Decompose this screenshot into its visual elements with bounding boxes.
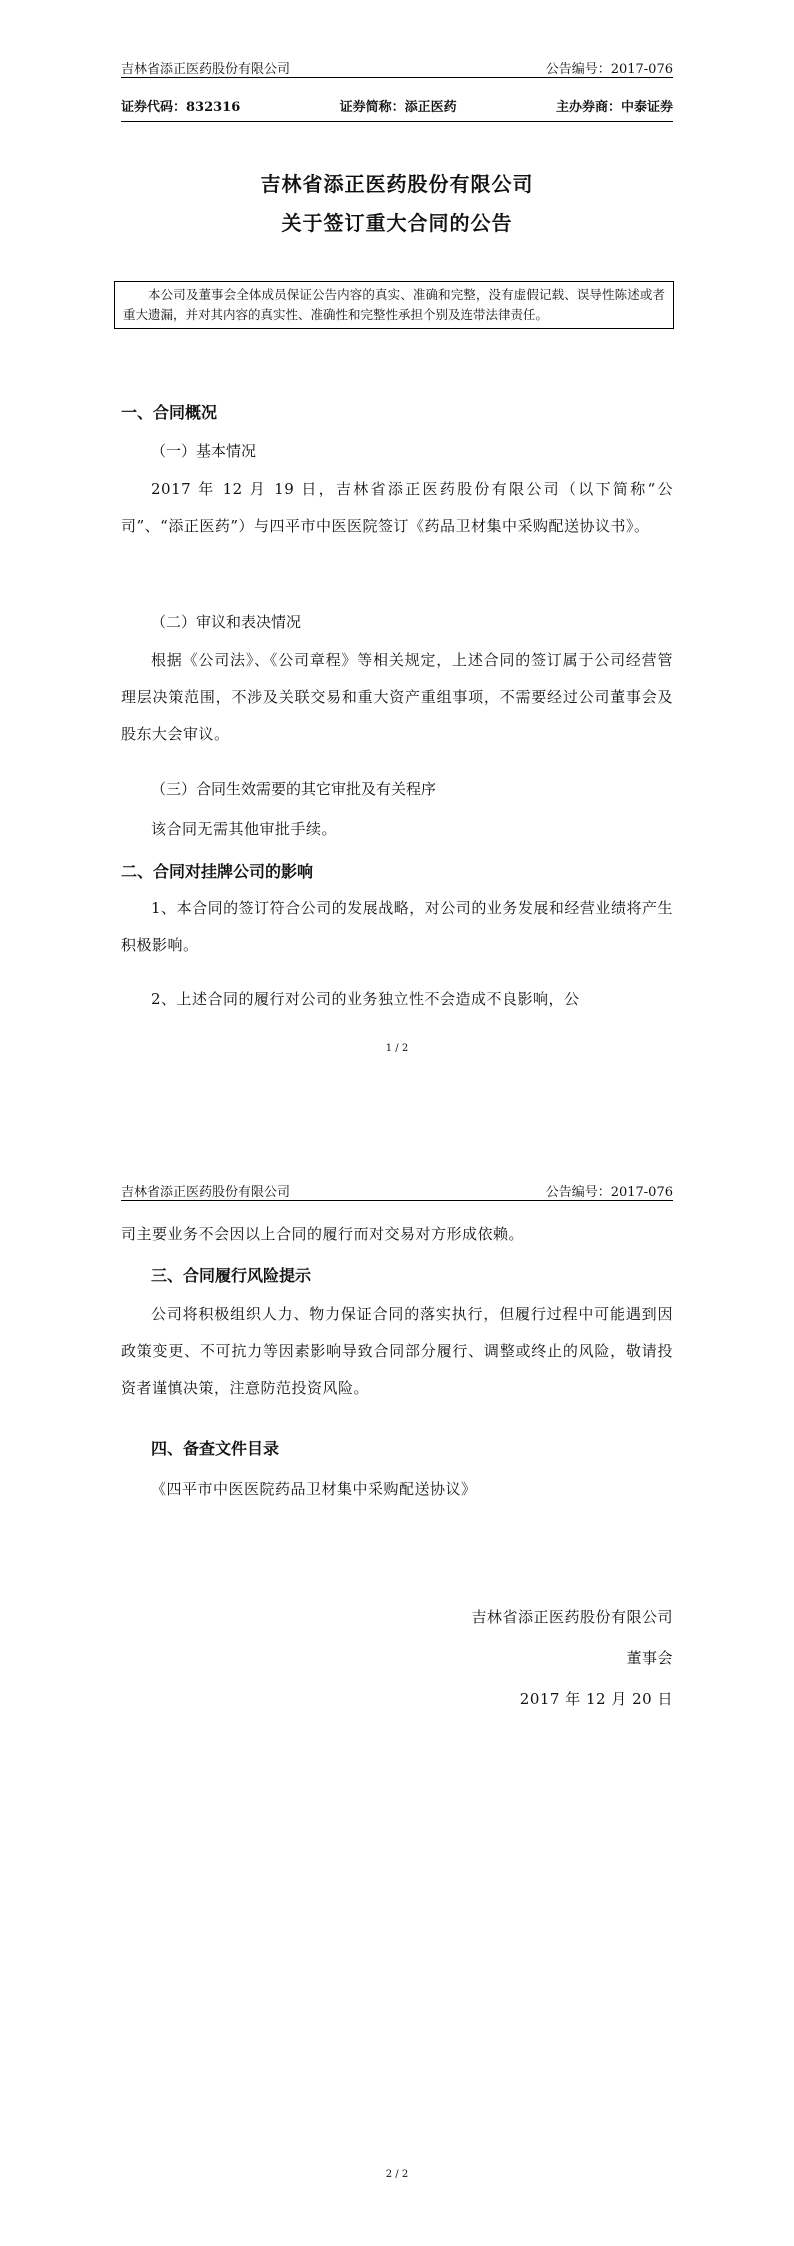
- signature-board: 董事会: [626, 1649, 673, 1667]
- section-2-para-1: 1、本合同的签订符合公司的发展战略，对公司的业务发展和经营业绩将产生积极影响。: [121, 899, 673, 954]
- section-3-heading: 三、合同履行风险提示: [151, 1266, 312, 1285]
- page-2: [0, 1123, 794, 2246]
- header-announcement-no: 公告编号：2017-076: [545, 1185, 673, 1200]
- header-divider: [121, 77, 673, 78]
- section-1-heading: 一、合同概况: [121, 403, 218, 422]
- page-header-2: [121, 1181, 673, 1200]
- disclaimer-box: 本公司及董事会全体成员保证公告内容的真实、准确和完整，没有虚假记载、误导性陈述或者重大遗漏，并对其内容的真实性、准确性和完整性承担个别及连带法律责任。: [114, 281, 674, 329]
- section-1-sub-1: （一）基本情况: [151, 442, 257, 460]
- header-company: 吉林省添正医药股份有限公司: [121, 62, 291, 77]
- title-line-1: 吉林省添正医药股份有限公司: [260, 172, 534, 196]
- header-announcement-no: 公告编号：2017-076: [545, 62, 673, 77]
- signature-company: 吉林省添正医药股份有限公司: [471, 1608, 673, 1626]
- section-1-para-3: 该合同无需其他审批手续。: [151, 820, 338, 838]
- page-number-2: 2 / 2: [385, 2169, 409, 2180]
- section-2-para-2-part-2: 司主要业务不会因以上合同的履行而对交易对方形成依赖。: [121, 1225, 525, 1243]
- page-number-1: 1 / 2: [385, 1043, 409, 1054]
- section-3-para: 公司将积极组织人力、物力保证合同的落实执行，但履行过程中可能遇到因政策变更、不可抗力等因素影响导致合同部分履行、调整或终止的风险，敬请投资者谨慎决策，注意防范投资风险。: [121, 1305, 673, 1397]
- header-divider-2: [121, 1200, 673, 1201]
- section-1-para-2: 根据《公司法》、《公司章程》等相关规定，上述合同的签订属于公司经营管理层决策范围，不涉及关联交易和重大资产重组事项，不需要经过公司董事会及股东大会审议。: [121, 651, 673, 743]
- header-company: 吉林省添正医药股份有限公司: [121, 1185, 291, 1200]
- section-4-item: 《四平市中医医院药品卫材集中采购配送协议》: [151, 1480, 477, 1498]
- security-short-name: 证券简称：添正医药: [339, 100, 457, 115]
- security-divider: [121, 121, 673, 122]
- title-line-2: 关于签订重大合同的公告: [281, 211, 513, 235]
- security-code: 证券代码：832316: [121, 100, 241, 115]
- section-2-heading: 二、合同对挂牌公司的影响: [121, 862, 314, 881]
- section-2-para-2-part-1: 2、上述合同的履行对公司的业务独立性不会造成不良影响，公: [151, 990, 580, 1008]
- page-header: [121, 58, 673, 77]
- section-1-sub-3: （三）合同生效需要的其它审批及有关程序: [151, 780, 437, 798]
- section-1-para-1: 2017 年 12 月 19 日，吉林省添正医药股份有限公司（以下简称“公司”、“添正医药”）与四平市中医医院签订《药品卫材集中采购配送协议书》。: [121, 480, 673, 535]
- security-broker: 主办券商：中泰证券: [555, 100, 673, 115]
- section-4-heading: 四、备查文件目录: [151, 1439, 280, 1458]
- signature-date: 2017 年 12 月 20 日: [519, 1690, 673, 1708]
- section-1-sub-2: （二）审议和表决情况: [151, 613, 302, 631]
- security-info: [121, 96, 673, 115]
